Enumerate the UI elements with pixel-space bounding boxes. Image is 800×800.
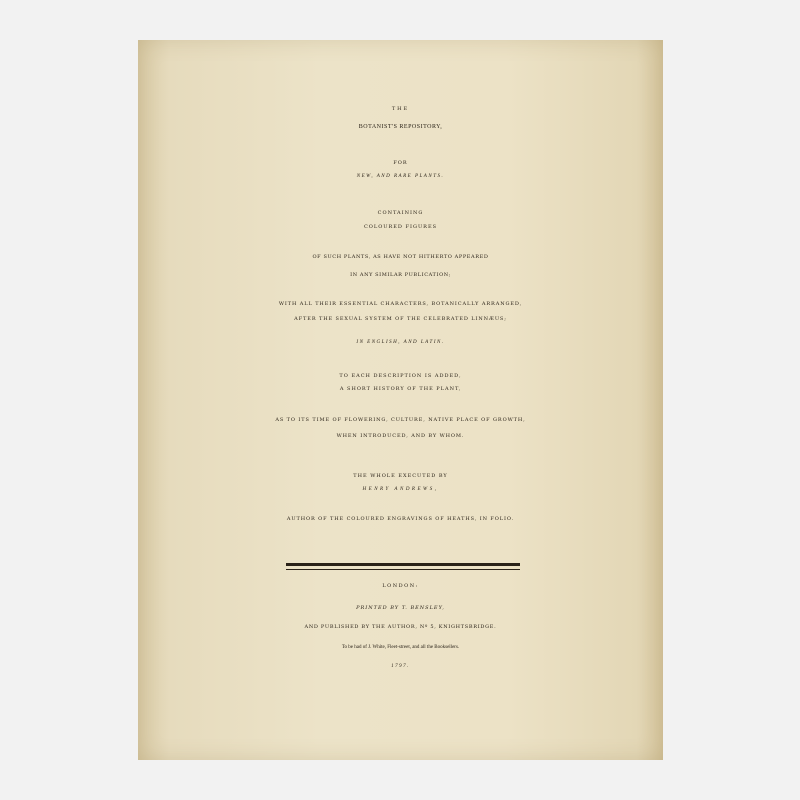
title-page — [138, 40, 663, 760]
imprint-printer: PRINTED BY T. BENSLEY, — [356, 605, 445, 611]
divider-thick — [286, 563, 520, 566]
executed-by-text: THE WHOLE EXECUTED BY — [353, 473, 448, 479]
imprint-place: LONDON: — [382, 583, 419, 589]
author-credit: AUTHOR OF THE COLOURED ENGRAVINGS OF HEATHS, IN FOLIO. — [286, 516, 515, 522]
for-text: FOR — [393, 160, 408, 166]
imprint-availability: To be had of J. White, Fleet-street, and all the Booksellers. — [341, 645, 460, 650]
divider-thin — [286, 569, 520, 570]
book-subtitle: NEW, AND RARE PLANTS. — [356, 174, 445, 179]
history-line-2: WHEN INTRODUCED, AND BY WHOM. — [336, 433, 465, 439]
history-line-1: AS TO ITS TIME OF FLOWERING, CULTURE, NATIVE PLACE OF GROWTH, — [275, 417, 526, 423]
languages-text: IN ENGLISH, AND LATIN. — [356, 340, 445, 345]
each-description-text: TO EACH DESCRIPTION IS ADDED, — [339, 373, 462, 379]
coloured-figures-heading: COLOURED FIGURES — [363, 224, 438, 230]
description-line-1: OF SUCH PLANTS, AS HAVE NOT HITHERTO APPEARED — [312, 254, 489, 260]
description-line-2: IN ANY SIMILAR PUBLICATION; — [350, 272, 451, 278]
title-article: THE — [391, 106, 410, 112]
characters-line-1: WITH ALL THEIR ESSENTIAL CHARACTERS, BOTANICALLY ARRANGED, — [278, 301, 523, 307]
short-history-heading: A SHORT HISTORY OF THE PLANT, — [339, 386, 462, 392]
imprint-publisher: AND PUBLISHED BY THE AUTHOR, Nº 5, KNIGHTSBRIDGE. — [304, 624, 497, 630]
characters-line-2: AFTER THE SEXUAL SYSTEM OF THE CELEBRATED LINNÆUS; — [294, 316, 507, 322]
containing-text: CONTAINING — [377, 210, 424, 216]
author-name: HENRY ANDREWS, — [362, 487, 439, 492]
imprint-year: 1797. — [391, 664, 410, 669]
book-title: BOTANIST'S REPOSITORY, — [358, 124, 443, 130]
